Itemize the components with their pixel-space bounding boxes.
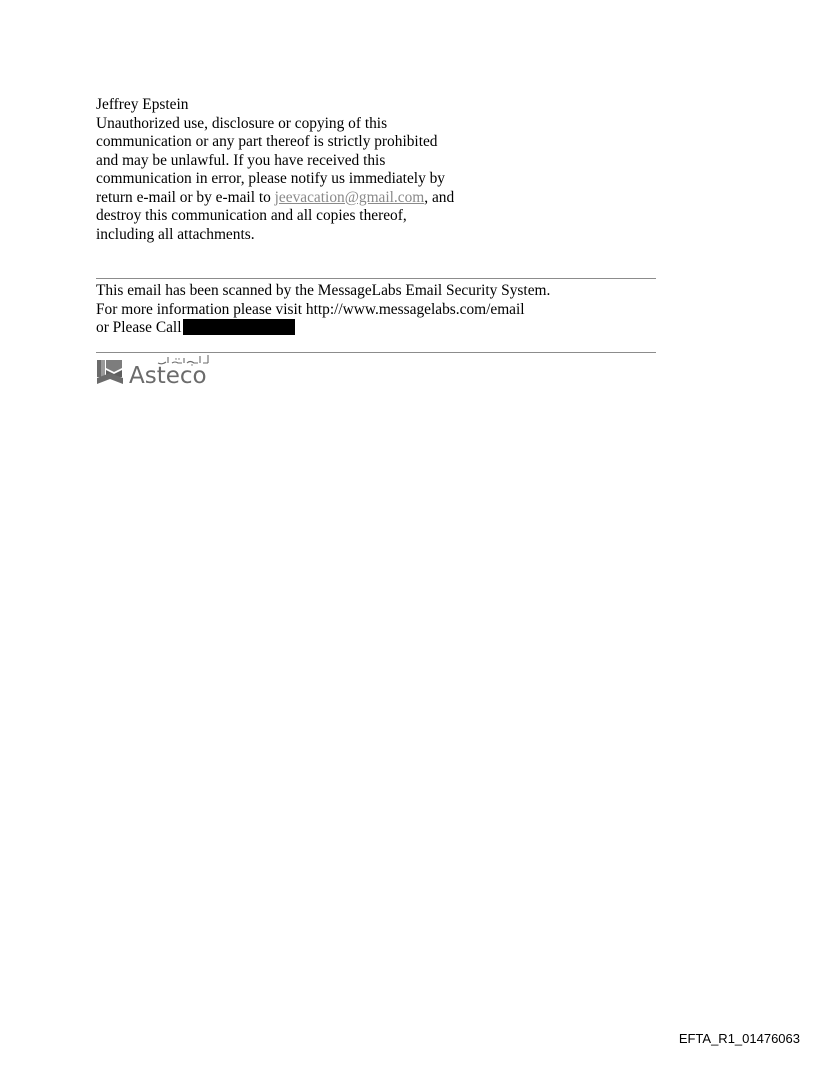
scan-notice xyxy=(96,282,656,338)
disclaimer-line: communication in error, please notify us immediately by xyxy=(96,170,446,187)
disclaimer-line: destroy this communication and all copies thereof, xyxy=(96,207,407,224)
disclaimer-line-with-email xyxy=(96,189,516,208)
scan-notice-line: or Please Call xyxy=(96,319,182,336)
asteco-wordmark: Asteco xyxy=(129,363,207,389)
divider-top xyxy=(96,278,656,279)
disclaimer-line: and may be unlawful. If you have received this xyxy=(96,151,386,169)
disclaimer-line: communication or any part thereof is strictly prohibited xyxy=(96,133,438,150)
redaction-box xyxy=(183,319,295,335)
asteco-logo-mark-icon xyxy=(96,359,124,385)
scan-notice-call-line xyxy=(96,319,656,338)
asteco-logo xyxy=(96,355,226,387)
signature-block xyxy=(96,96,516,244)
disclaimer-line: including all attachments. xyxy=(96,225,255,243)
scan-notice-line: For more information please visit http://www.messagelabs.com/email xyxy=(96,300,525,318)
divider-bottom xyxy=(96,352,656,353)
sender-name: Jeffrey Epstein xyxy=(96,96,189,113)
email-link[interactable]: jeevacation@gmail.com xyxy=(274,188,425,206)
disclaimer-text: return e-mail or by e-mail to xyxy=(96,188,275,206)
disclaimer-line: Unauthorized use, disclosure or copying of this xyxy=(96,114,388,132)
disclaimer-text: , and xyxy=(424,188,455,206)
document-id: EFTA_R1_01476063 xyxy=(678,1031,800,1046)
scan-notice-line: This email has been scanned by the MessageLabs Email Security System. xyxy=(96,282,551,299)
